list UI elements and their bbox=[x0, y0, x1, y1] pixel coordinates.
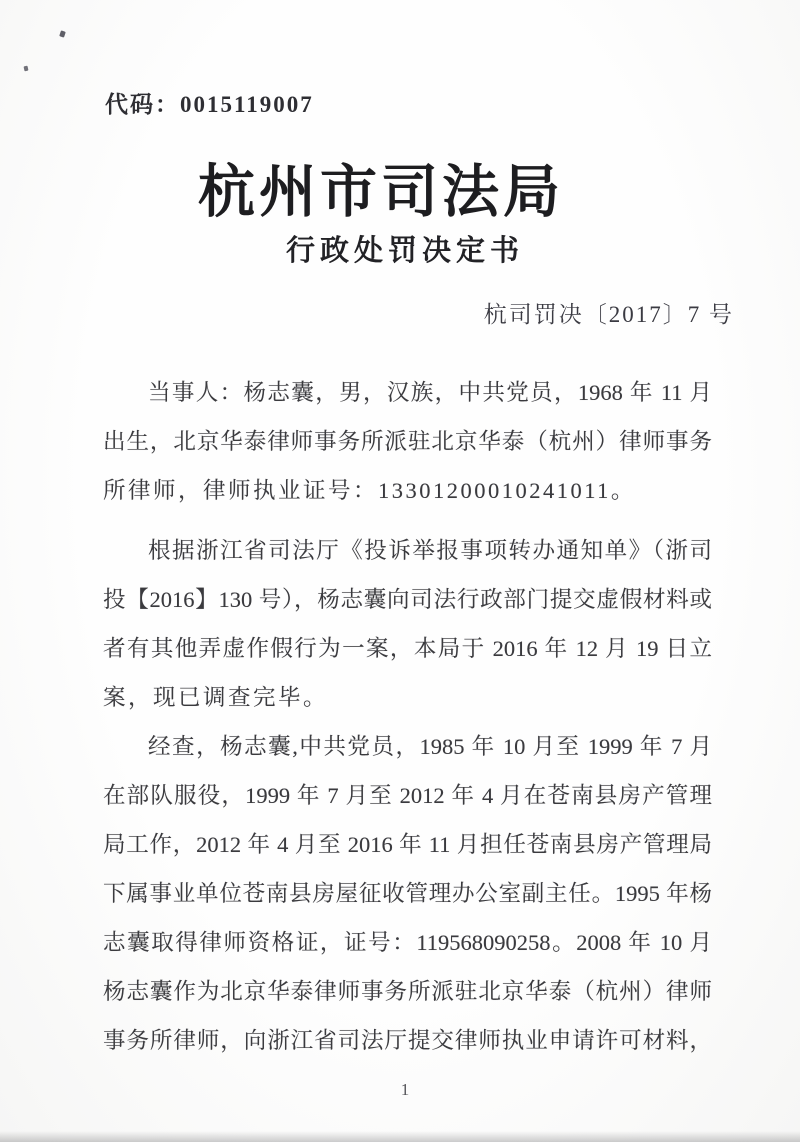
text-line: 所律师，律师执业证号：13301200010241011。 bbox=[103, 478, 636, 503]
text-line: 当事人：杨志囊，男，汉族，中共党员，1968 年 11 月 bbox=[148, 380, 712, 405]
text-line: 志囊取得律师资格证，证号：119568090258。2008 年 10 月 bbox=[103, 930, 712, 955]
scan-speck bbox=[24, 66, 29, 72]
text-line: 案，现已调查完毕。 bbox=[103, 685, 329, 710]
text-line: 事务所律师，向浙江省司法厅提交律师执业申请许可材料， bbox=[103, 1028, 712, 1053]
scan-edge-shadow bbox=[0, 1131, 800, 1142]
text-line: 出生，北京华泰律师事务所派驻北京华泰（杭州）律师事务 bbox=[103, 429, 712, 454]
text-line: 者有其他弄虚作假行为一案，本局于 2016 年 12 月 19 日立 bbox=[103, 636, 712, 661]
doc-subtitle: 行政处罚决定书 bbox=[285, 235, 524, 267]
paragraph-investigation bbox=[103, 722, 712, 1065]
text-line: 经查，杨志囊,中共党员，1985 年 10 月至 1999 年 7 月 bbox=[148, 734, 712, 759]
text-line: 局工作，2012 年 4 月至 2016 年 11 月担任苍南县房产管理局 bbox=[103, 832, 712, 857]
text-line: 在部队服役，1999 年 7 月至 2012 年 4 月在苍南县房产管理 bbox=[103, 783, 712, 808]
paragraph-party-info bbox=[103, 368, 712, 515]
document-body bbox=[103, 368, 712, 1065]
page-number: 1 bbox=[400, 1080, 410, 1099]
doc-number: 杭司罚决〔2017〕7 号 bbox=[483, 302, 734, 327]
doc-title: 杭州市司法局 bbox=[198, 161, 564, 224]
text-line: 杨志囊作为北京华泰律师事务所派驻北京华泰（杭州）律师 bbox=[103, 979, 712, 1004]
text-line: 下属事业单位苍南县房屋征收管理办公室副主任。1995 年杨 bbox=[103, 881, 712, 906]
scan-speck bbox=[59, 30, 66, 37]
doc-code: 代码：0015119007 bbox=[105, 92, 314, 117]
text-line: 根据浙江省司法厅《投诉举报事项转办通知单》（浙司 bbox=[148, 538, 712, 563]
paragraph-case-origin bbox=[103, 526, 712, 722]
text-line: 投【2016】130 号），杨志囊向司法行政部门提交虚假材料或 bbox=[103, 587, 712, 612]
